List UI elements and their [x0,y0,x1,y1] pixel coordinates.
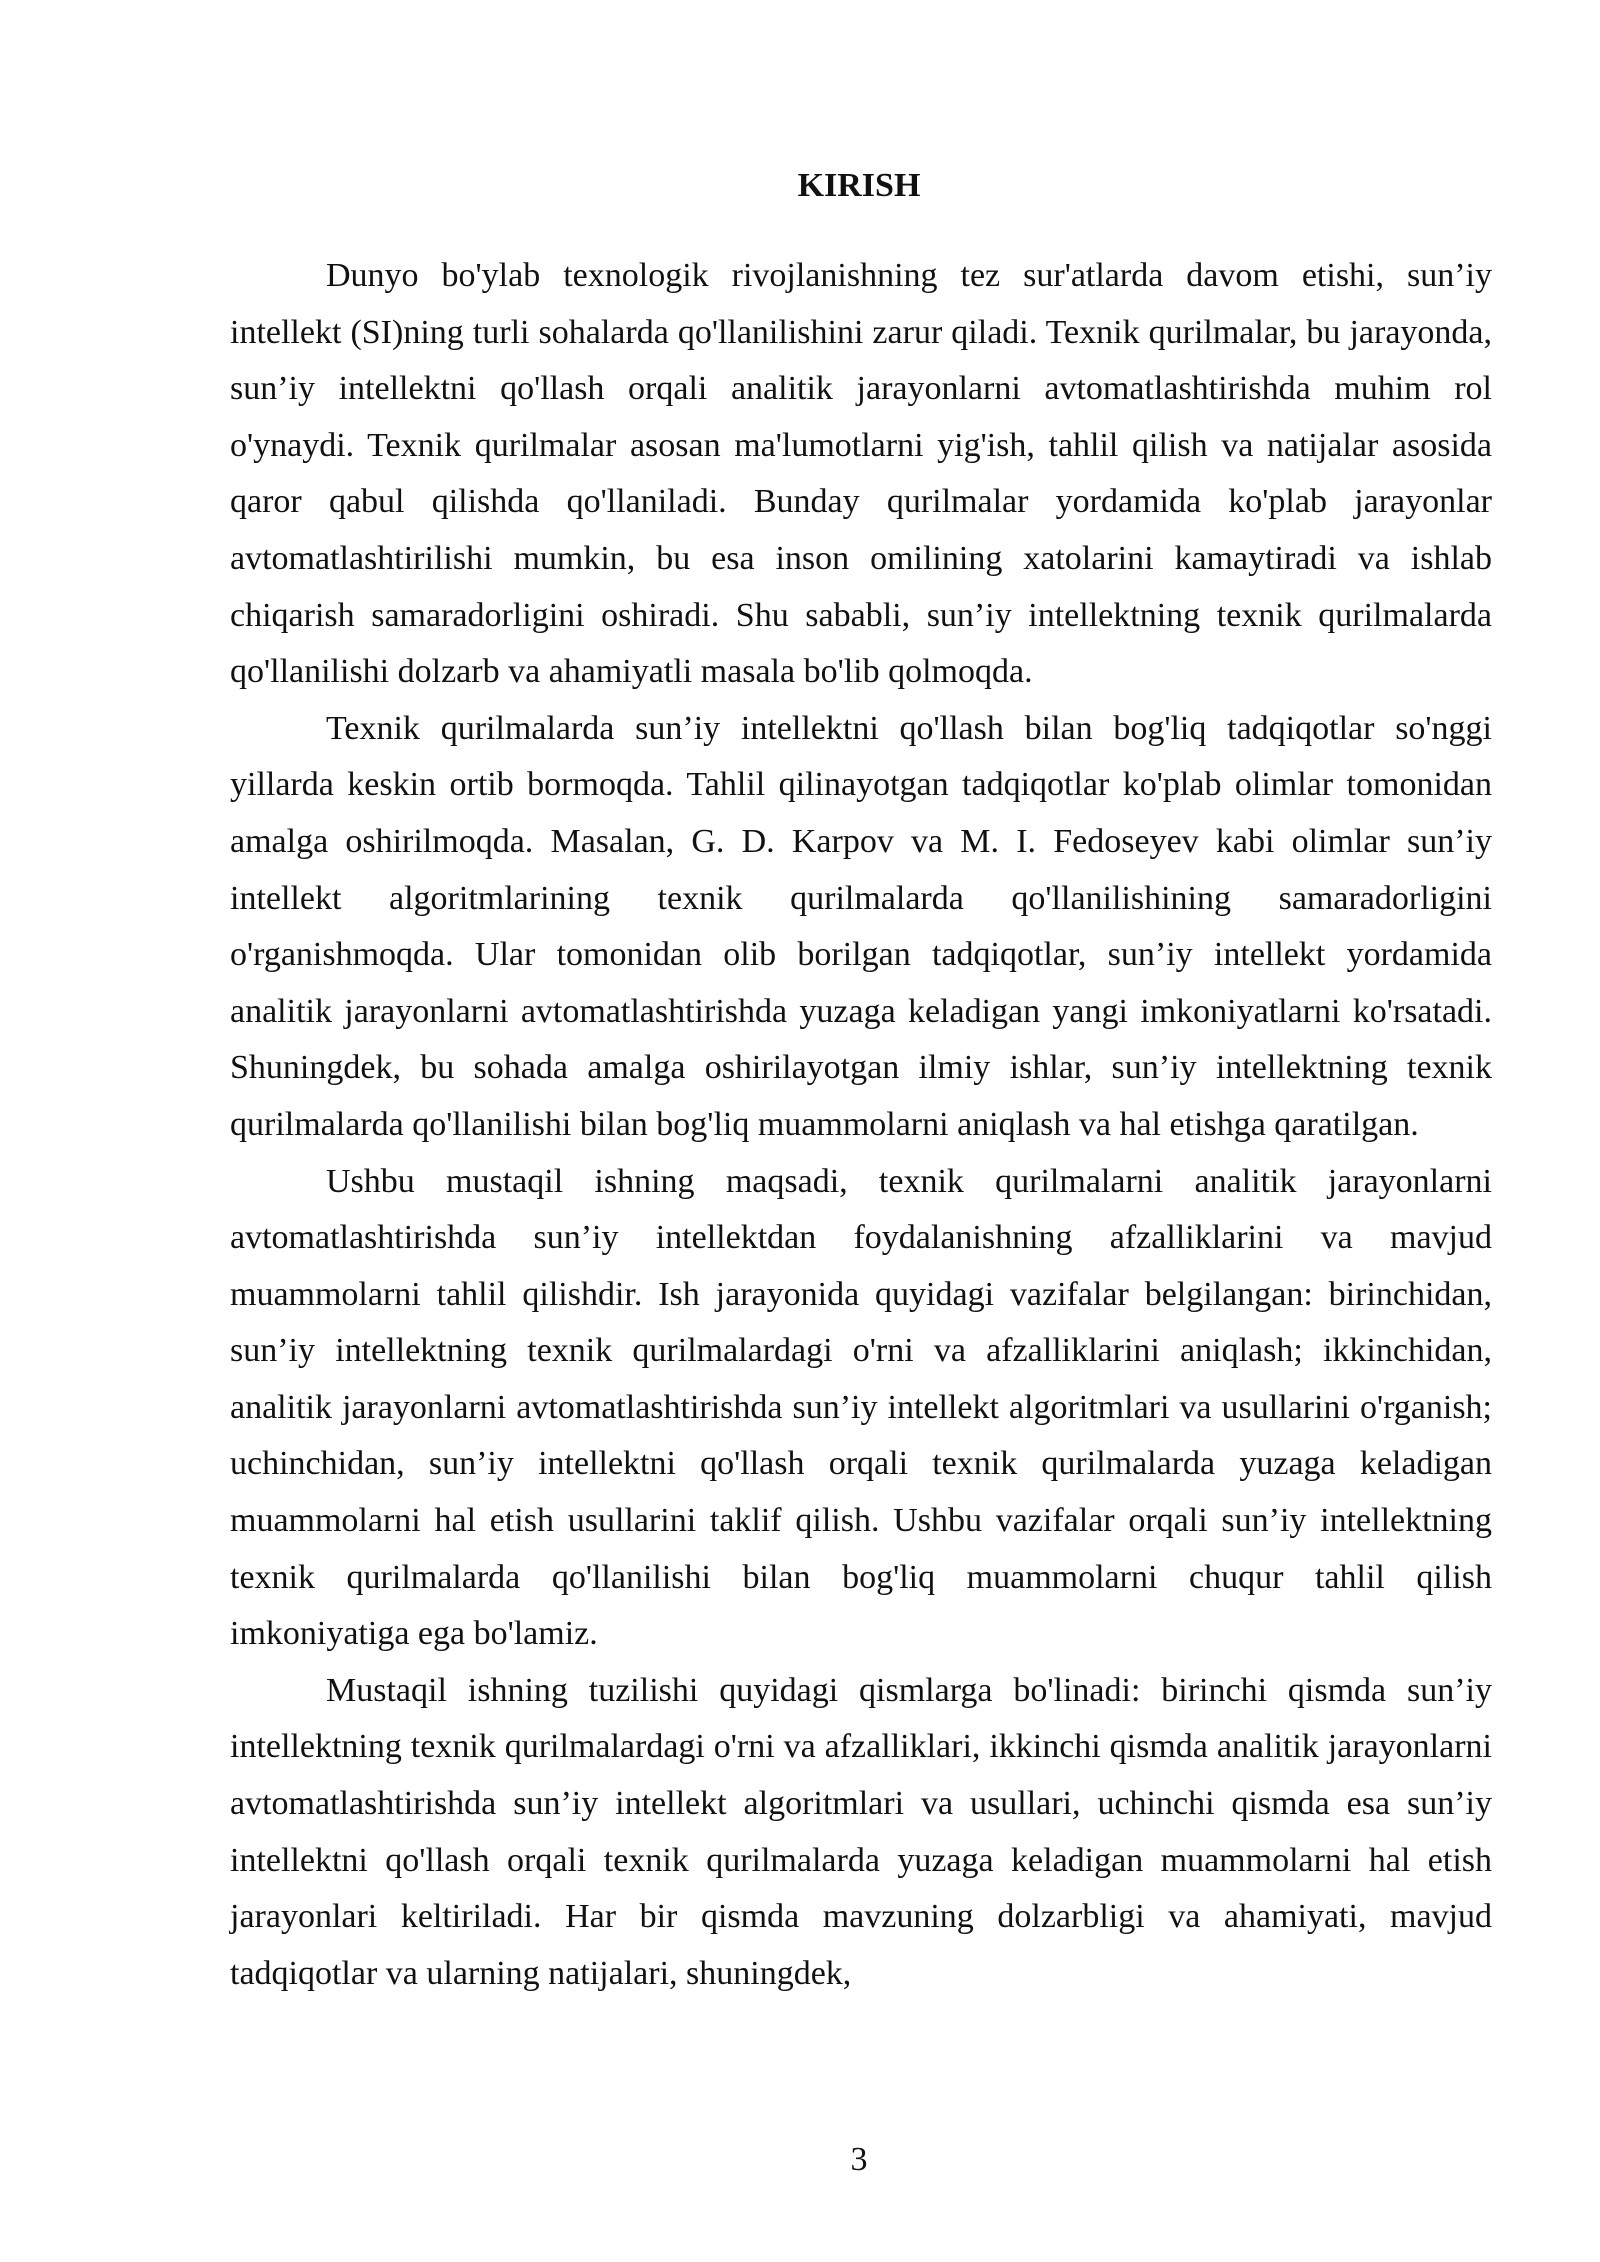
paragraph-goals: Ushbu mustaqil ishning maqsadi, texnik qurilmalarni analitik jarayonlarni avtomatlashtirishda sun’iy intellektdan foydalanishning afzalliklarini va mavjud muammolarni tahlil qilishdir. Ish jarayonida quyidagi vazifalar belgilangan: birinchidan, sun’iy intellektning texnik qurilmalardagi o'rni va afzalliklarini aniqlash; ikkinchidan, analitik jarayonlarni avtomatlashtirishda sun’iy intellekt algoritmlari va usullarini o'rganish; uchinchidan, sun’iy intellektni qo'llash orqali texnik qurilmalarda yuzaga keladigan muammolarni hal etish usullarini taklif qilish. Ushbu vazifalar orqali sun’iy intellektning texnik qurilmalarda qo'llanilishi bilan bog'liq muammolarni chuqur tahlil qilish imkoniyatiga ega bo'lamiz. [230,1162,1492,1653]
document-body [230,248,1492,2002]
paragraph-structure: Mustaqil ishning tuzilishi quyidagi qismlarga bo'linadi: birinchi qismda sun’iy intellektning texnik qurilmalardagi o'rni va afzalliklari, ikkinchi qismda analitik jarayonlarni avtomatlashtirishda sun’iy intellekt algoritmlari va usullari, uchinchi qismda esa sun’iy intellektni qo'llash orqali texnik qurilmalarda yuzaga keladigan muammolarni hal etish jarayonlari keltiriladi. Har bir qismda mavzuning dolzarbligi va ahamiyati, mavjud tadqiqotlar va ularning natijalari, shuningdek, [230,1671,1492,1992]
paragraph-intro: Dunyo bo'ylab texnologik rivojlanishning tez sur'atlarda davom etishi, sun’iy intellekt (SI)ning turli sohalarda qo'llanilishini zarur qiladi. Texnik qurilmalar, bu jarayonda, sun’iy intellektni qo'llash orqali analitik jarayonlarni avtomatlashtirishda muhim rol o'ynaydi. Texnik qurilmalar asosan ma'lumotlarni yig'ish, tahlil qilish va natijalar asosida qaror qabul qilishda qo'llaniladi. Bunday qurilmalar yordamida ko'plab jarayonlar avtomatlashtirilishi mumkin, bu esa inson omilining xatolarini kamaytiradi va ishlab chiqarish samaradorligini oshiradi. Shu sababli, sun’iy intellektning texnik qurilmalarda qo'llanilishi dolzarb va ahamiyatli masala bo'lib qolmoqda. [230,257,1492,691]
page-number: 3 [850,2141,868,2178]
page-title: KIRISH [797,167,921,204]
paragraph-research: Texnik qurilmalarda sun’iy intellektni qo'llash bilan bog'liq tadqiqotlar so'nggi yillarda keskin ortib bormoqda. Tahlil qilinayotgan tadqiqotlar ko'plab olimlar tomonidan amalga oshirilmoqda. Masalan, G. D. Karpov va M. I. Fedoseyev kabi olimlar sun’iy intellekt algoritmlarining texnik qurilmalarda qo'llanilishining samaradorligini o'rganishmoqda. Ular tomonidan olib borilgan tadqiqotlar, sun’iy intellekt yordamida analitik jarayonlarni avtomatlashtirishda yuzaga keladigan yangi imkoniyatlarni ko'rsatadi. Shuningdek, bu sohada amalga oshirilayotgan ilmiy ishlar, sun’iy intellektning texnik qurilmalarda qo'llanilishi bilan bog'liq muammolarni aniqlash va hal etishga qaratilgan. [230,709,1492,1143]
